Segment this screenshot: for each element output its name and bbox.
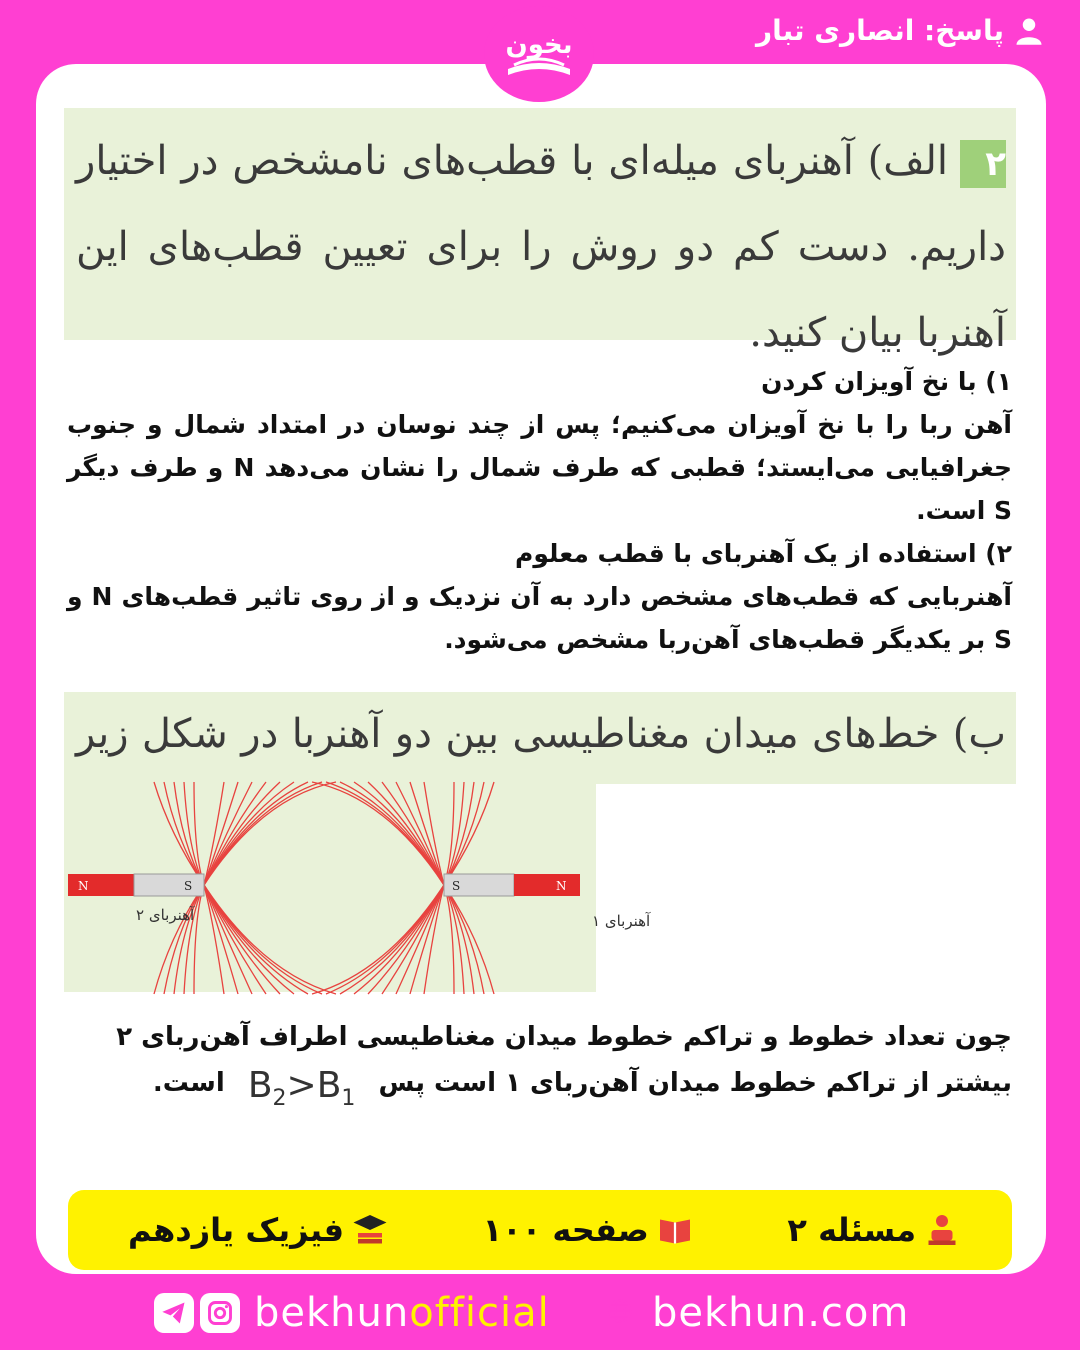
author-credit	[756, 14, 1044, 47]
method2-body: آهنربایی که قطب‌های مشخص دارد به آن نزدیک و از روی تاثیر قطب‌های N و S بر یکدیگر قطب‌های آهن‌ربا مشخص می‌شود.	[67, 582, 1012, 654]
footer-page	[483, 1211, 693, 1249]
footer-subject-text: فیزیک یازدهم	[128, 1211, 345, 1249]
handle-text[interactable]: bekhunofficial	[254, 1290, 550, 1336]
teacher-icon	[924, 1212, 960, 1248]
magnet-right-north	[514, 874, 580, 896]
globe-icon	[606, 1297, 634, 1329]
magnetic-field-diagram	[64, 784, 651, 992]
magnet-right-n-label: N	[556, 879, 567, 893]
field-line	[204, 885, 294, 994]
magnet-left-caption: آهنربای ۲	[136, 906, 195, 924]
magnet-left-south	[134, 874, 204, 896]
method1-title: ۱) با نخ آویزان کردن	[761, 367, 1012, 396]
svg-text:بخون: بخون	[505, 30, 573, 60]
brand-logo	[484, 6, 594, 102]
formula-b2-greater-b1: $B_2>B_1$	[247, 1065, 356, 1112]
conclusion-section	[67, 1014, 1012, 1122]
conclusion-line2-before: بیشتر از تراکم خطوط میدان آهن‌ربای ۱ است پس	[378, 1068, 1012, 1098]
conclusion-line2-after: است.	[152, 1068, 225, 1098]
user-icon	[1014, 16, 1044, 46]
social-handle[interactable]	[154, 1290, 550, 1336]
field-line	[312, 782, 444, 885]
magnet-left-s-label: S	[184, 879, 193, 893]
question-text	[76, 118, 1006, 376]
conclusion-line1: چون تعداد خطوط و تراکم خطوط میدان مغناطیسی اطراف آهن‌ربای ۲	[116, 1022, 1012, 1052]
field-line	[204, 885, 336, 994]
field-line	[354, 885, 444, 994]
instagram-icon[interactable]	[200, 1293, 240, 1333]
author-text: پاسخ: انصاری تبار	[755, 14, 1004, 47]
answer-section	[67, 360, 1012, 661]
magnet-right-s-label: S	[452, 879, 461, 893]
field-line	[312, 885, 444, 994]
method1-body: آهن ربا را با نخ آویزان می‌کنیم؛ پس از چند نوسان در امتداد شمال و جنوب جغرافیایی می‌ایستد؛ قطبی که طرف شمال را نشان می‌دهد N و طرف دیگر S است.	[67, 410, 1012, 525]
method2-title: ۲) استفاده از یک آهنربای با قطب معلوم	[515, 539, 1012, 568]
magnet-left	[68, 874, 204, 924]
footer-subject	[128, 1211, 388, 1249]
bottom-links	[0, 1290, 1080, 1350]
footer-problem	[787, 1211, 960, 1249]
question-box	[64, 108, 1016, 356]
book-logo-icon	[494, 13, 584, 95]
field-line	[204, 782, 336, 885]
website-link[interactable]	[606, 1290, 909, 1336]
part-b-box	[64, 692, 1016, 784]
magnet-left-n-label: N	[78, 879, 89, 893]
magnet-right-caption: آهنربای ۱	[592, 912, 651, 930]
question-body: الف) آهنربای میله‌ای با قطب‌های نامشخص در اختیار داریم. دست کم دو روش را برای تعیین قطب‌های این آهنربا بیان کنید.	[76, 138, 1006, 356]
footer-problem-text: مسئله ۲	[787, 1211, 916, 1249]
footer-info-bar	[68, 1190, 1012, 1270]
question-number-badge: ۲	[960, 140, 1006, 188]
conclusion-line2	[67, 1060, 1012, 1122]
footer-page-text: صفحه ۱۰۰	[482, 1211, 649, 1249]
graduation-books-icon	[352, 1212, 388, 1248]
field-lines	[154, 782, 494, 994]
website-text[interactable]: bekhun.com	[652, 1290, 910, 1336]
part-b-text: ب) خط‌های میدان مغناطیسی بین دو آهنربا در شکل زیر	[76, 711, 1006, 757]
open-book-icon	[657, 1212, 693, 1248]
field-lines-figure	[64, 784, 651, 992]
telegram-icon[interactable]	[154, 1293, 194, 1333]
